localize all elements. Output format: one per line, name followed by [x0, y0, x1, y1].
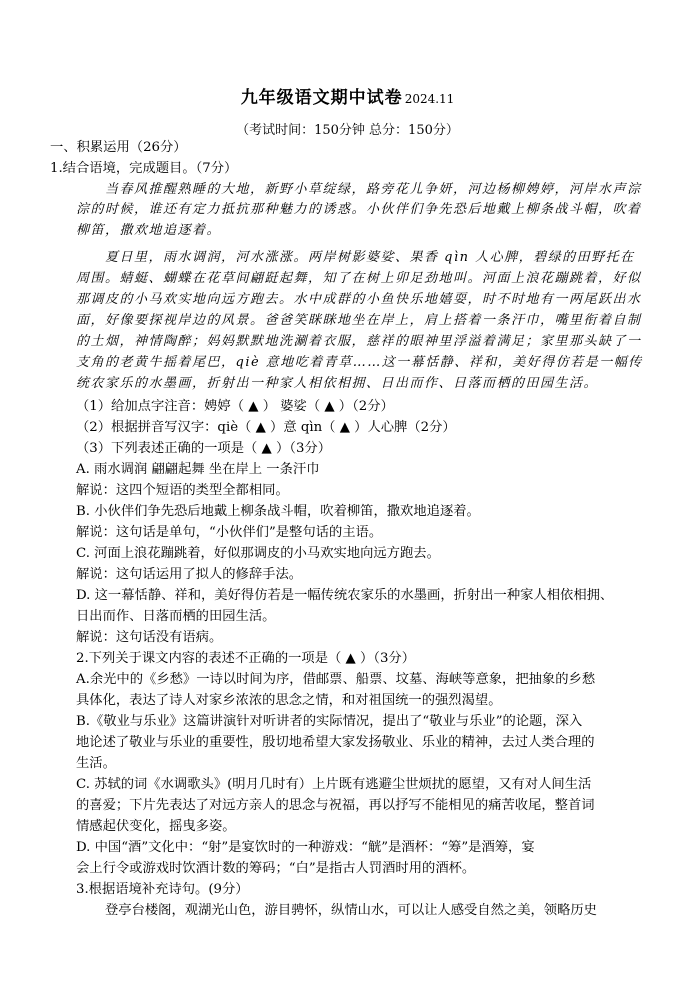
text-line: 周围。蜻蜓、蝴蝶在花草间翩跹起舞，知了在树上卯足劲地叫。河面上浪花蹦跳着，好似 [76, 271, 642, 286]
text-line: 的喜爱；下片先表达了对远方亲人的思念与祝福，再以抒写不能相见的痛苦收尾，整首词 [76, 798, 595, 813]
exam-title: 九年级语文期中试卷 [240, 88, 403, 108]
text-line: B.《敬业与乐业》这篇讲演针对听讲者的实际情况，提出了“敬业与乐业”的论题，深入 [76, 714, 583, 729]
text-line: A.余光中的《乡愁》一诗以时间为序，借邮票、船票、坟墓、海峡等意象，把抽象的乡愁 [76, 672, 596, 687]
text-line: 2.下列关于课文内容的表述不正确的一项是（ ▲ ）（3分） [76, 651, 416, 666]
page-title [0, 86, 695, 111]
text-line: C. 苏轼的词《水调歌头》(明月几时有）上片既有逃避尘世烦扰的愿望，又有对人间生活 [76, 777, 592, 792]
text-line: 登亭台楼阁，观湖光山色，游目骋怀，纵情山水，可以让人感受自然之美，领略历史 [105, 903, 597, 918]
text-line: （2）根据拼音写汉字：qiè（ ▲ ）意 qìn（ ▲ ）人心脾（2分） [76, 420, 456, 435]
text-line: C. 河面上浪花蹦跳着，好似那调皮的小马欢实地向远方跑去。 [76, 546, 440, 561]
text-line: 1.结合语境，完成题目。（7分） [50, 161, 238, 176]
text-line: 的土烟，神情陶醉；妈妈默默地洗涮着衣服，慈祥的眼神里浮溢着满足；家里那头缺了一 [76, 334, 642, 349]
text-line: 日出而作、日落而栖的田园生活。 [76, 609, 276, 624]
exam-date: 2024.11 [404, 92, 455, 106]
text-line: （1）给加点字注音：娉婷（ ▲ ） 婆娑（ ▲ ）（2分） [76, 399, 394, 414]
text-line: 3.根据语境补充诗句。(9分） [76, 882, 249, 897]
text-line: 地论述了敬业与乐业的重要性，殷切地希望大家发扬敬业、乐业的精神，去过人类合理的 [76, 735, 595, 750]
text-line: 一、积累运用（26分） [50, 140, 187, 155]
text-line: 那调皮的小马欢实地向远方跑去。水中成群的小鱼快乐地嬉耍，时不时地有一两尾跃出水 [76, 292, 642, 307]
text-line: D. 中国“酒”文化中：“射”是宴饮时的一种游戏：“觥”是酒杯：“筹”是酒筹，宴 [76, 840, 535, 855]
text-line: A. 雨水调润 翩翩起舞 坐在岸上 一条汗巾 [76, 462, 320, 477]
text-line: 生活。 [76, 756, 116, 771]
text-line: 解说：这句话没有语病。 [76, 630, 223, 645]
text-line: 具体化，表达了诗人对家乡浓浓的思念之情，和对祖国统一的强烈渴望。 [76, 693, 502, 708]
text-line: 解说：这四个短语的类型全都相同。 [76, 483, 289, 498]
text-line: （3）下列表述正确的一项是（ ▲ ）（3分） [76, 441, 331, 456]
text-line: 当春风推醒熟睡的大地，新野小草绽绿，路旁花儿争妍，河边杨柳娉婷，河岸水声淙 [105, 182, 642, 197]
text-line: 统农家乐的水墨画，折射出一种家人相依相拥、日出而作、日落而栖的田园生活。 [76, 376, 599, 391]
text-line: D. 这一幕恬静、祥和，美好得仿若是一幅传统农家乐的水墨画，折射出一种家人相依相拥、 [76, 588, 614, 603]
text-line: 柳笛，撒欢地追逐着。 [76, 223, 222, 238]
text-line: 夏日里，雨水调润，河水涨涨。两岸树影婆娑、果香 qìn 人心脾，碧绿的田野托在 [105, 250, 635, 265]
text-line: B. 小伙伴们争先恐后地戴上柳条战斗帽，吹着柳笛，撒欢地追逐着。 [76, 504, 480, 519]
text-line: 面，好像要探视岸边的风景。爸爸笑眯眯地坐在岸上，肩上搭着一条汗巾，嘴里衔着自制 [76, 313, 642, 328]
text-line: 淙的时候，谁还有定力抵抗那种魅力的诱惑。小伙伴们争先恐后地戴上柳条战斗帽，吹着 [76, 202, 642, 217]
text-line: 解说：这句话运用了拟人的修辞手法。 [76, 567, 303, 582]
exam-info: （考试时间：150分钟 总分：150分） [236, 123, 459, 138]
text-line: 解说：这句话是单句，“小伙伴们”是整句话的主语。 [76, 525, 383, 540]
text-line: 支角的老黄牛摇着尾巴，qiè 意地吃着青草……这一幕恬静、祥和，美好得仿若是一幅传 [76, 355, 643, 370]
text-line: 会上行令或游戏时饮酒计数的筹码；“白”是指古人罚酒时用的酒杯。 [76, 861, 476, 876]
text-line: 情感起伏变化，摇曳多姿。 [76, 819, 236, 834]
